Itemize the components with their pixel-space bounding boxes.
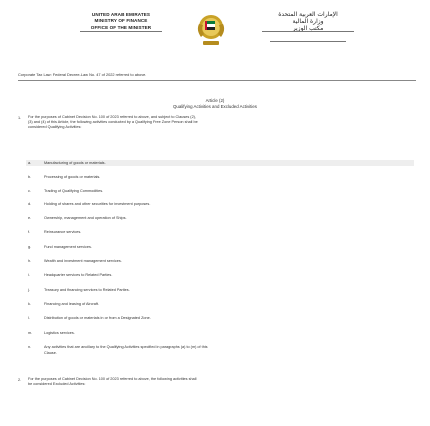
clause-line: be considered Excluded Activities: xyxy=(28,382,86,387)
country-name: UNITED ARAB EMIRATES xyxy=(91,12,151,17)
divider xyxy=(262,31,354,32)
uae-emblem-icon xyxy=(195,10,227,48)
ministry-name-arabic xyxy=(248,11,368,32)
ministry-name-arabic-line: وزارة المالية xyxy=(292,18,324,25)
letterhead xyxy=(0,10,430,56)
clause-line: considered Qualifying Activities: xyxy=(28,125,82,130)
reference-note: Corporate Tax Law: Federal Decree-Law No. 47 of 2022 referred to above. xyxy=(18,72,147,77)
clause-number: 1. xyxy=(18,116,22,120)
office-name-arabic: مكتب الوزير xyxy=(292,25,324,32)
clause-line: For the purposes of Cabinet Decision No. 100 of 2023 referred to above, and subject to Clauses (2), xyxy=(28,115,197,119)
clause-text xyxy=(28,115,420,131)
clause-line: For the purposes of Cabinet Decision No. 100 of 2023 referred to above, the following activities shall xyxy=(28,377,197,381)
office-name: OFFICE OF THE MINISTER xyxy=(90,24,152,30)
article-title: Qualifying Activities and Excluded Activities xyxy=(173,104,257,109)
clause-line: (3) and (4) of this Article, the following activities conducted by a Qualifying Free Zone Person shall be xyxy=(28,120,198,125)
clause-number: 2. xyxy=(18,378,22,382)
divider xyxy=(270,41,346,42)
divider xyxy=(18,80,416,81)
ministry-name-english xyxy=(66,12,176,31)
article-number: Article (2) xyxy=(205,98,225,103)
clause-text xyxy=(28,377,420,387)
ministry-name: MINISTRY OF FINANCE xyxy=(94,18,148,24)
country-name-arabic: الإمارات العربية المتحدة xyxy=(278,11,338,18)
divider xyxy=(80,31,162,32)
